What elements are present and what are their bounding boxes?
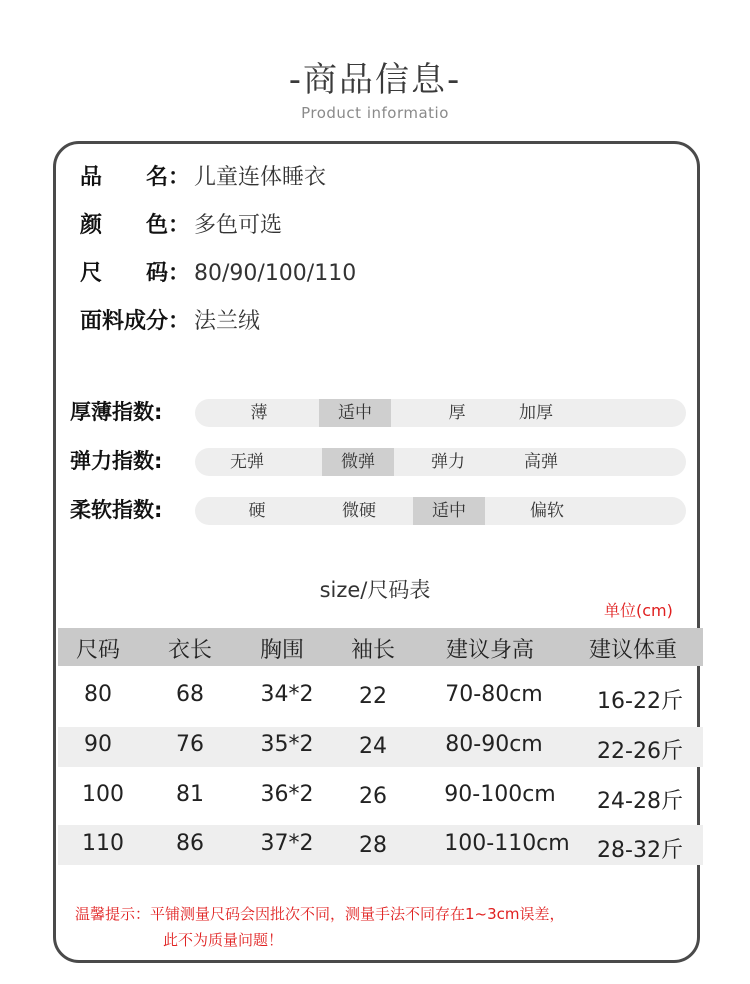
table-cell: 70-80cm [445, 682, 543, 707]
index-option: 薄 [250, 403, 268, 423]
info-label: 面料成分： [80, 309, 191, 334]
index-option: 偏软 [530, 501, 564, 521]
table-cell: 100-110cm [444, 831, 570, 856]
table-cell: 80 [84, 682, 112, 707]
header-cell: 衣长 [167, 638, 212, 663]
header-cell: 建议身高 [445, 638, 534, 663]
table-cell: 86 [176, 831, 204, 856]
index-option: 弹力 [431, 452, 465, 472]
note-line-2: 此不为质量问题！ [163, 931, 284, 949]
size-table-header [58, 628, 703, 666]
header-cell: 尺码 [75, 638, 120, 663]
table-cell: 22-26斤 [597, 739, 683, 764]
header-cell: 建议体重 [588, 638, 677, 663]
info-row-name [80, 163, 326, 193]
table-cell: 81 [176, 782, 204, 807]
table-cell: 35*2 [260, 732, 314, 757]
info-label: 尺 码： [80, 261, 191, 286]
index-option: 微硬 [342, 501, 376, 521]
note-line-1: 温馨提示：平铺测量尺码会因批次不同，测量手法不同存在1~3cm误差， [75, 905, 565, 923]
table-cell: 16-22斤 [597, 689, 683, 714]
index-option-selected: 适中 [319, 399, 391, 427]
table-cell: 22 [359, 684, 387, 709]
table-cell: 76 [176, 732, 204, 757]
header-cell: 胸围 [259, 638, 304, 663]
table-cell: 90 [84, 732, 112, 757]
table-row [58, 675, 703, 715]
index-option: 无弹 [230, 452, 264, 472]
page-title: -商品信息- [288, 60, 462, 100]
table-cell: 28 [359, 833, 387, 858]
index-option: 加厚 [519, 403, 553, 423]
softness-index-label: 柔软指数: [70, 498, 163, 522]
table-cell: 68 [176, 682, 204, 707]
table-cell: 100 [82, 782, 124, 807]
table-cell: 90-100cm [444, 782, 556, 807]
softness-index-bar [195, 497, 686, 525]
header-cell: 袖长 [350, 638, 395, 663]
table-row [58, 825, 703, 865]
info-row-fabric [80, 307, 260, 337]
info-label: 颜 色： [80, 213, 191, 238]
thickness-index-bar [195, 399, 686, 427]
info-value: 多色可选 [194, 213, 283, 238]
table-cell: 36*2 [260, 782, 314, 807]
info-row-size [80, 259, 356, 289]
table-cell: 26 [359, 784, 387, 809]
thickness-index-label: 厚薄指数: [70, 400, 163, 424]
index-option-selected: 微弹 [322, 448, 394, 476]
table-row [58, 775, 703, 815]
info-label: 品 名： [80, 165, 191, 190]
unit-label: 单位(cm) [604, 601, 673, 620]
info-row-color [80, 211, 282, 241]
elasticity-index-label: 弹力指数: [70, 449, 163, 473]
table-cell: 34*2 [260, 682, 314, 707]
index-option: 硬 [248, 501, 266, 521]
table-cell: 24 [359, 734, 387, 759]
info-value: 80/90/100/110 [194, 261, 357, 286]
index-option-selected: 适中 [413, 497, 485, 525]
table-cell: 24-28斤 [597, 789, 683, 814]
info-value: 儿童连体睡衣 [194, 165, 327, 190]
info-value: 法兰绒 [194, 309, 261, 334]
table-cell: 37*2 [260, 831, 314, 856]
table-cell: 80-90cm [445, 732, 543, 757]
table-cell: 28-32斤 [597, 838, 683, 863]
size-table-title: size/尺码表 [319, 578, 431, 602]
elasticity-index-bar [195, 448, 686, 476]
table-cell: 110 [82, 831, 124, 856]
page-subtitle: Product informatio [301, 104, 449, 122]
index-option: 厚 [448, 403, 466, 423]
index-option: 高弹 [524, 452, 558, 472]
table-row [58, 727, 703, 767]
